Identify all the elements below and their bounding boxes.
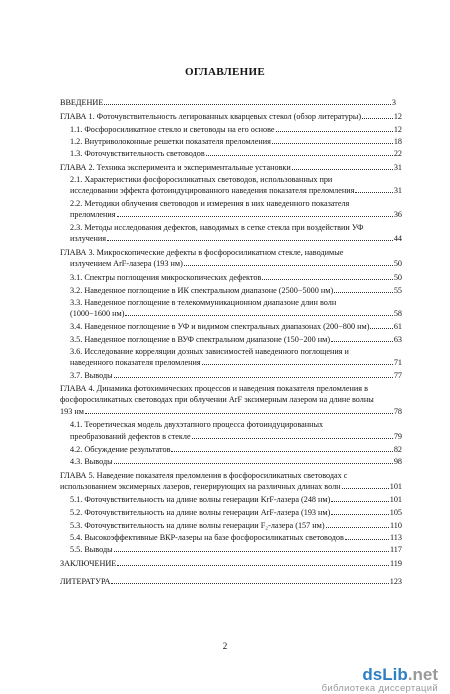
toc-entry-page: 61	[393, 322, 402, 331]
toc-entry-label: ГЛАВА 5. Наведение показателя преломления в фосфоросиликатных световодах с	[60, 471, 348, 480]
toc-entry-label: 1.3. Фоточувствительность световодов	[70, 149, 205, 158]
toc-leader-dots	[326, 527, 389, 528]
toc-entry-page: 50	[393, 273, 402, 282]
toc-entry-section-2-2	[70, 199, 402, 209]
toc-entry-label: 4.3. Выводы	[70, 457, 113, 466]
toc-leader-dots	[114, 377, 393, 378]
toc-entry-page: 71	[393, 358, 402, 367]
toc-entry-section-3-6-cont	[70, 358, 402, 368]
toc-entry-section-5-3	[70, 521, 402, 531]
toc-entry-page: 78	[393, 407, 402, 416]
toc-leader-dots	[370, 328, 392, 329]
toc-entry-label: 5.5. Выводы	[70, 545, 113, 554]
toc-entry-introduction	[60, 98, 396, 108]
toc-entry-chapter-4-cont2	[60, 407, 402, 417]
toc-entry-label: 193 нм	[60, 407, 84, 416]
toc-entry-page: 77	[393, 371, 402, 380]
toc-entry-page: 58	[393, 309, 402, 318]
toc-entry-page: 98	[393, 457, 402, 466]
toc-leader-dots	[192, 438, 393, 439]
toc-entry-chapter-5	[60, 471, 402, 481]
watermark-tld: .net	[407, 665, 438, 684]
toc-entry-label: 5.4. Высокоэффективные ВКР-лазеры на базе фосфоросиликатных световодов	[70, 533, 344, 542]
toc-entry-page: 110	[390, 521, 402, 530]
toc-entry-section-3-1	[70, 273, 402, 283]
toc-entry-page: 117	[390, 545, 402, 554]
toc-entry-section-4-2	[70, 445, 402, 455]
toc-entry-label: 3.4. Наведенное поглощение в УФ и видимом спектральных диапазонах (200−800 нм)	[70, 322, 370, 331]
toc-entry-label: 3.7. Выводы	[70, 371, 113, 380]
toc-leader-dots	[171, 451, 392, 452]
toc-entry-chapter-4-cont	[60, 395, 402, 405]
toc-entry-conclusion	[60, 559, 402, 569]
toc-leader-dots	[114, 463, 393, 464]
toc-entry-chapter-4	[60, 384, 402, 394]
toc-entry-section-3-4	[70, 322, 402, 332]
toc-entry-section-3-6	[70, 347, 402, 357]
toc-entry-section-5-1	[70, 495, 402, 505]
toc-entry-page: 55	[393, 286, 402, 295]
toc-entry-label: 3.2. Наведенное поглощение в ИК спектральном диапазоне (2500−5000 нм)	[70, 286, 334, 295]
toc-entry-label: 1.1. Фосфоросиликатное стекло и световоды на его основе	[70, 125, 275, 134]
toc-leader-dots	[272, 143, 393, 144]
toc-entry-page: 79	[393, 432, 402, 441]
toc-entry-label: (1000−1600 нм)	[70, 309, 125, 318]
toc-entry-page: 18	[393, 137, 402, 146]
toc-entry-page: 82	[393, 445, 402, 454]
toc-entry-label: использованием эксимерных лазеров, генерирующих на различных длинах волн	[60, 482, 341, 491]
toc-entry-label: преобразований дефектов в стекле	[70, 432, 191, 441]
toc-entry-page: 101	[389, 482, 402, 491]
toc-leader-dots	[104, 104, 391, 105]
toc-entry-page: 22	[393, 149, 402, 158]
toc-entry-label: 3.5. Наведенное поглощение в ВУФ спектральном диапазоне (150−200 нм)	[70, 335, 331, 344]
toc-leader-dots	[202, 364, 393, 365]
toc-leader-dots	[342, 488, 389, 489]
toc-leader-dots	[117, 216, 393, 217]
watermark-name: dsLib	[362, 665, 408, 684]
toc-entry-section-3-5	[70, 335, 402, 345]
toc-entry-page: 50	[393, 259, 402, 268]
toc-title: ОГЛАВЛЕНИЕ	[185, 66, 265, 78]
toc-entry-page: 36	[393, 210, 402, 219]
toc-entry-section-4-1-cont	[70, 432, 402, 442]
toc-leader-dots	[184, 265, 393, 266]
toc-entry-section-4-1	[70, 420, 402, 430]
toc-leader-dots	[114, 551, 389, 552]
toc-entry-section-3-3	[70, 298, 402, 308]
toc-entry-label: 5.1. Фоточувствительность на длине волны генерации KrF-лазера (248 нм)	[70, 495, 331, 504]
toc-leader-dots	[111, 583, 388, 584]
toc-entry-page: 44	[393, 234, 402, 243]
toc-entry-label: 3.3. Наведенное поглощение в телекоммуникационном диапазоне длин волн	[70, 298, 337, 307]
toc-entry-chapter-3-cont	[70, 259, 402, 269]
toc-entry-page: 3	[391, 98, 396, 107]
toc-entry-section-2-2-cont	[70, 210, 402, 220]
toc-leader-dots	[107, 240, 393, 241]
toc-entry-label: 2.3. Методы исследования дефектов, наводимых в сетке стекла при воздействии УФ	[70, 223, 364, 232]
toc-entry-label: 4.1. Теоретическая модель двухэтапного процесса фотоиндуцированных	[70, 420, 324, 429]
toc-entry-page: 105	[389, 508, 402, 517]
toc-leader-dots	[262, 279, 392, 280]
toc-entry-section-5-5	[70, 545, 402, 555]
toc-entry-label: ВВЕДЕНИЕ	[60, 98, 104, 107]
toc-entry-chapter-3	[60, 248, 402, 258]
toc-entry-label: ГЛАВА 4. Динамика фотохимических процессов и наведения показателя преломления в	[60, 384, 368, 393]
toc-entry-section-2-1-cont	[70, 186, 402, 196]
toc-entry-page: 123	[389, 577, 402, 586]
toc-leader-dots	[85, 413, 393, 414]
toc-leader-dots	[331, 341, 393, 342]
toc-entry-label: ГЛАВА 3. Микроскопические дефекты в фосфоросиликатном стекле, наводимые	[60, 248, 344, 257]
toc-entry-label: наведенного показателя преломления	[70, 358, 201, 367]
toc-entry-chapter-1	[60, 112, 402, 122]
toc-entry-section-1-2	[70, 137, 402, 147]
toc-entry-references	[60, 577, 402, 587]
toc-entry-label: 5.2. Фоточувствительность на длине волны генерации ArF-лазера (193 нм)	[70, 508, 331, 517]
toc-entry-label: 4.2. Обсуждение результатов	[70, 445, 171, 454]
toc-entry-section-2-1	[70, 175, 402, 185]
toc-entry-label: 1.2. Внутриволоконные решетки показателя преломления	[70, 137, 271, 146]
toc-entry-chapter-5-cont	[60, 482, 402, 492]
toc-entry-page: 31	[393, 163, 402, 172]
toc-entry-section-5-4	[70, 533, 402, 543]
toc-entry-label: фосфоросиликатных световодах при облучении ArF эксимерным лазером на длине волны	[60, 395, 374, 404]
toc-entry-label: 3.1. Спектры поглощения микроскопических дефектов	[70, 273, 262, 282]
toc-entry-section-1-1	[70, 125, 402, 135]
toc-entry-page: 101	[389, 495, 402, 504]
toc-entry-chapter-2	[60, 163, 402, 173]
page-number: 2	[222, 641, 228, 651]
toc-entry-label: 3.6. Исследование корреляции дозных зависимостей наведенного поглощения и	[70, 347, 349, 356]
toc-entry-section-3-3-cont	[70, 309, 402, 319]
toc-entry-label: ЗАКЛЮЧЕНИЕ	[60, 559, 117, 568]
toc-entry-label: 2.2. Методики облучения световодов и измерения в них наведенного показателя	[70, 199, 350, 208]
watermark-logo	[322, 666, 438, 694]
toc-entry-section-3-2	[70, 286, 402, 296]
toc-entry-section-5-2	[70, 508, 402, 518]
toc-leader-dots	[292, 169, 393, 170]
toc-entry-label: ГЛАВА 2. Техника эксперимента и экспериментальные установки	[60, 163, 291, 172]
toc-leader-dots	[355, 192, 392, 193]
toc-entry-page: 12	[393, 112, 402, 121]
toc-leader-dots	[331, 501, 388, 502]
toc-entry-label: ГЛАВА 1. Фоточувствительность легированных кварцевых стекол (обзор литературы)	[60, 112, 362, 121]
toc-leader-dots	[331, 514, 388, 515]
toc-leader-dots	[206, 155, 393, 156]
toc-entry-section-4-3	[70, 457, 402, 467]
toc-entry-label: исследовании эффекта фотоиндуцированного наведения показателя преломления	[70, 186, 355, 195]
toc-leader-dots	[334, 292, 393, 293]
watermark-subtitle: библиотека диссертаций	[321, 683, 438, 694]
toc-entry-section-1-3	[70, 149, 402, 159]
toc-entry-page: 119	[390, 559, 402, 568]
toc-leader-dots	[117, 565, 389, 566]
toc-entry-label: 2.1. Характеристики фосфоросиликатных световодов, использованных при	[70, 175, 333, 184]
toc-entry-section-2-3	[70, 223, 402, 233]
toc-entry-label: излучением ArF-лазера (193 нм)	[70, 259, 183, 268]
toc-entry-section-2-3-cont	[70, 234, 402, 244]
toc-entry-section-3-7	[70, 371, 402, 381]
toc-entry-label: 5.3. Фоточувствительность на длине волны генерации F₂-лазера (157 нм)	[70, 521, 325, 530]
toc-leader-dots	[345, 539, 389, 540]
toc-entry-page: 31	[393, 186, 402, 195]
toc-leader-dots	[125, 315, 392, 316]
toc-entry-page: 12	[393, 125, 402, 134]
toc-entry-label: преломления	[70, 210, 116, 219]
toc-entry-page: 63	[393, 335, 402, 344]
toc-leader-dots	[276, 131, 393, 132]
toc-entry-label: ЛИТЕРАТУРА	[60, 577, 111, 586]
toc-entry-page: 113	[390, 533, 402, 542]
toc-entry-label: излучения	[70, 234, 107, 243]
toc-leader-dots	[362, 118, 393, 119]
